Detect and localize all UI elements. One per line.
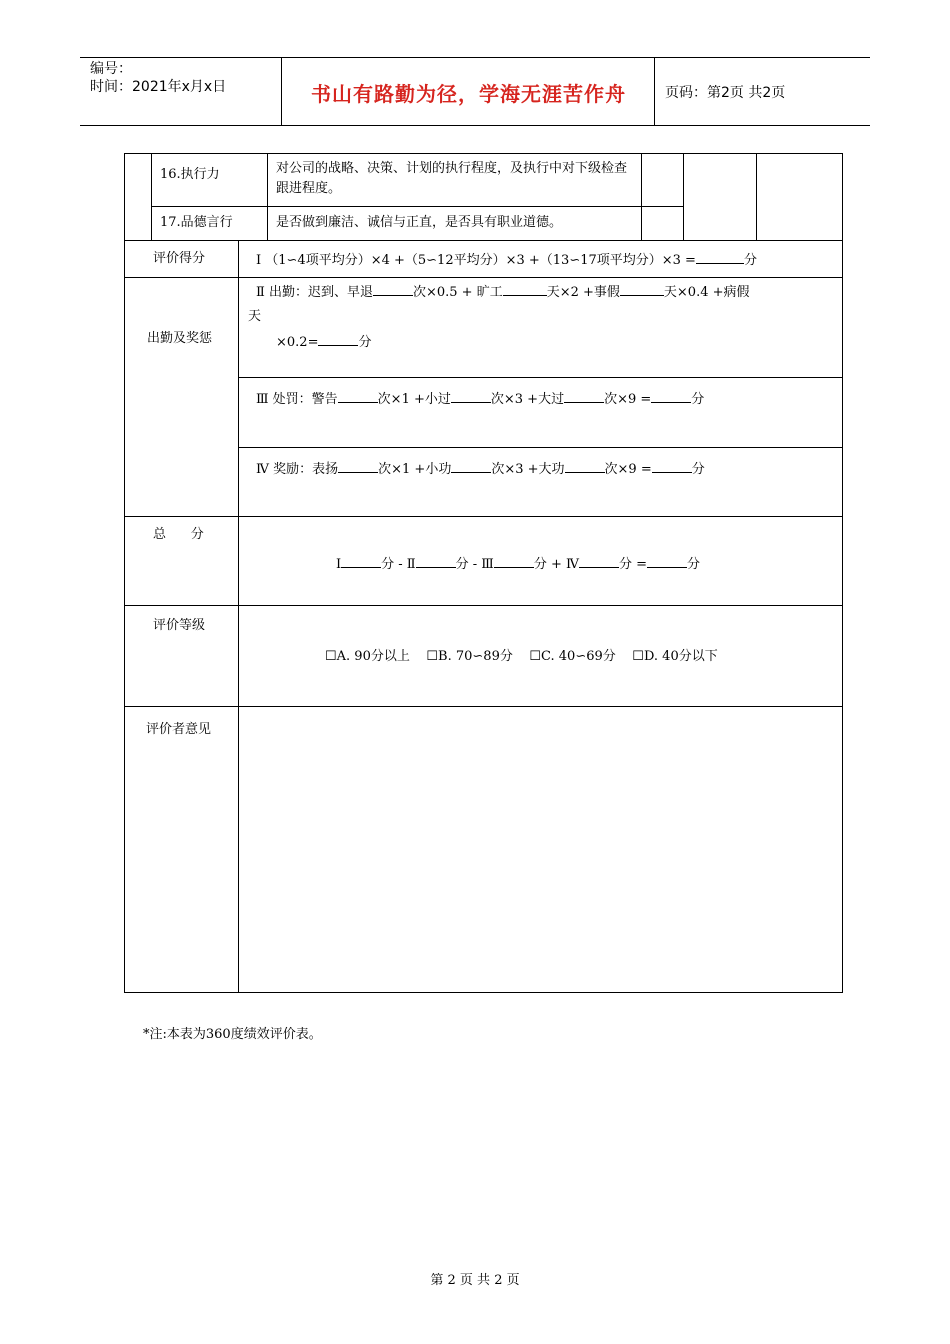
footnote: *注:本表为360度绩效评价表。 <box>143 1027 322 1042</box>
major-merit-blank[interactable] <box>565 459 605 473</box>
header-page-number: 页码：第2页 共2页 <box>665 85 786 101</box>
doc-number-label: 编号： <box>90 61 132 77</box>
total-i-blank[interactable] <box>341 554 381 568</box>
reward-line: Ⅳ 奖励：表扬 次×1 +小功 次×3 +大功 次×9 = 分 <box>256 459 705 479</box>
page-footer: 第 2 页 共 2 页 <box>430 1273 520 1288</box>
major-demerit-blank[interactable] <box>564 389 604 403</box>
grade-option-b[interactable]: ☐B. 70∽89分 <box>426 649 513 664</box>
grade-options <box>325 648 718 666</box>
grade-label: 评价等级 <box>153 618 206 633</box>
total-ii-blank[interactable] <box>416 554 456 568</box>
score-unit: 分 <box>743 253 757 268</box>
grade-option-c[interactable]: ☐C. 40∽69分 <box>529 649 616 664</box>
score-formula <box>256 250 757 270</box>
total-iii-blank[interactable] <box>494 554 534 568</box>
attendance-label: 出勤及奖惩 <box>147 331 213 346</box>
item-17-description: 是否做到廉洁、诚信与正直，是否具有职业道德。 <box>276 215 563 230</box>
doc-date: 时间：2021年x月x日 <box>90 79 227 95</box>
grade-option-a[interactable]: ☐A. 90分以上 <box>325 649 410 664</box>
attendance-line-1: Ⅱ 出勤：迟到、早退 次×0.5 + 旷工 天×2 +事假 天×0.4 +病假 <box>256 282 750 302</box>
minor-merit-blank[interactable] <box>451 459 491 473</box>
grade-option-d[interactable]: ☐D. 40分以下 <box>632 649 718 664</box>
penalty-total-blank[interactable] <box>651 389 691 403</box>
opinion-field[interactable] <box>240 708 840 990</box>
commendation-blank[interactable] <box>338 459 378 473</box>
warning-blank[interactable] <box>338 389 378 403</box>
opinion-label: 评价者意见 <box>146 722 212 737</box>
item-16-name: 16.执行力 <box>160 167 220 182</box>
total-formula: Ⅰ 分 - Ⅱ 分 - Ⅲ 分 + Ⅳ 分 = 分 <box>336 554 700 574</box>
score-label: 评价得分 <box>153 251 206 266</box>
late-blank[interactable] <box>373 282 413 296</box>
reward-total-blank[interactable] <box>652 459 692 473</box>
penalty-line: Ⅲ 处罚：警告 次×1 +小过 次×3 +大过 次×9 = 分 <box>256 389 704 409</box>
sick-leave-blank[interactable] <box>318 332 358 346</box>
total-result-blank[interactable] <box>647 554 687 568</box>
attendance-line-2: 天 <box>248 309 262 324</box>
absent-blank[interactable] <box>503 282 547 296</box>
attendance-line-3: ×0.2= 分 <box>276 332 371 352</box>
item-16-description: 对公司的战略、决策、计划的执行程度，及执行中对下级检查跟进程度。 <box>276 161 628 196</box>
item-17-name: 17.品德言行 <box>160 215 233 230</box>
score-formula-text: Ⅰ （1∽4项平均分）×4 +（5∽12平均分）×3 +（13∽17项平均分）×3 = <box>256 253 696 268</box>
minor-demerit-blank[interactable] <box>451 389 491 403</box>
personal-leave-blank[interactable] <box>620 282 664 296</box>
header-motto: 书山有路勤为径，学海无涯苦作舟 <box>311 82 626 106</box>
total-iv-blank[interactable] <box>579 554 619 568</box>
score-blank[interactable] <box>696 250 744 264</box>
total-label: 总 分 <box>153 527 204 542</box>
